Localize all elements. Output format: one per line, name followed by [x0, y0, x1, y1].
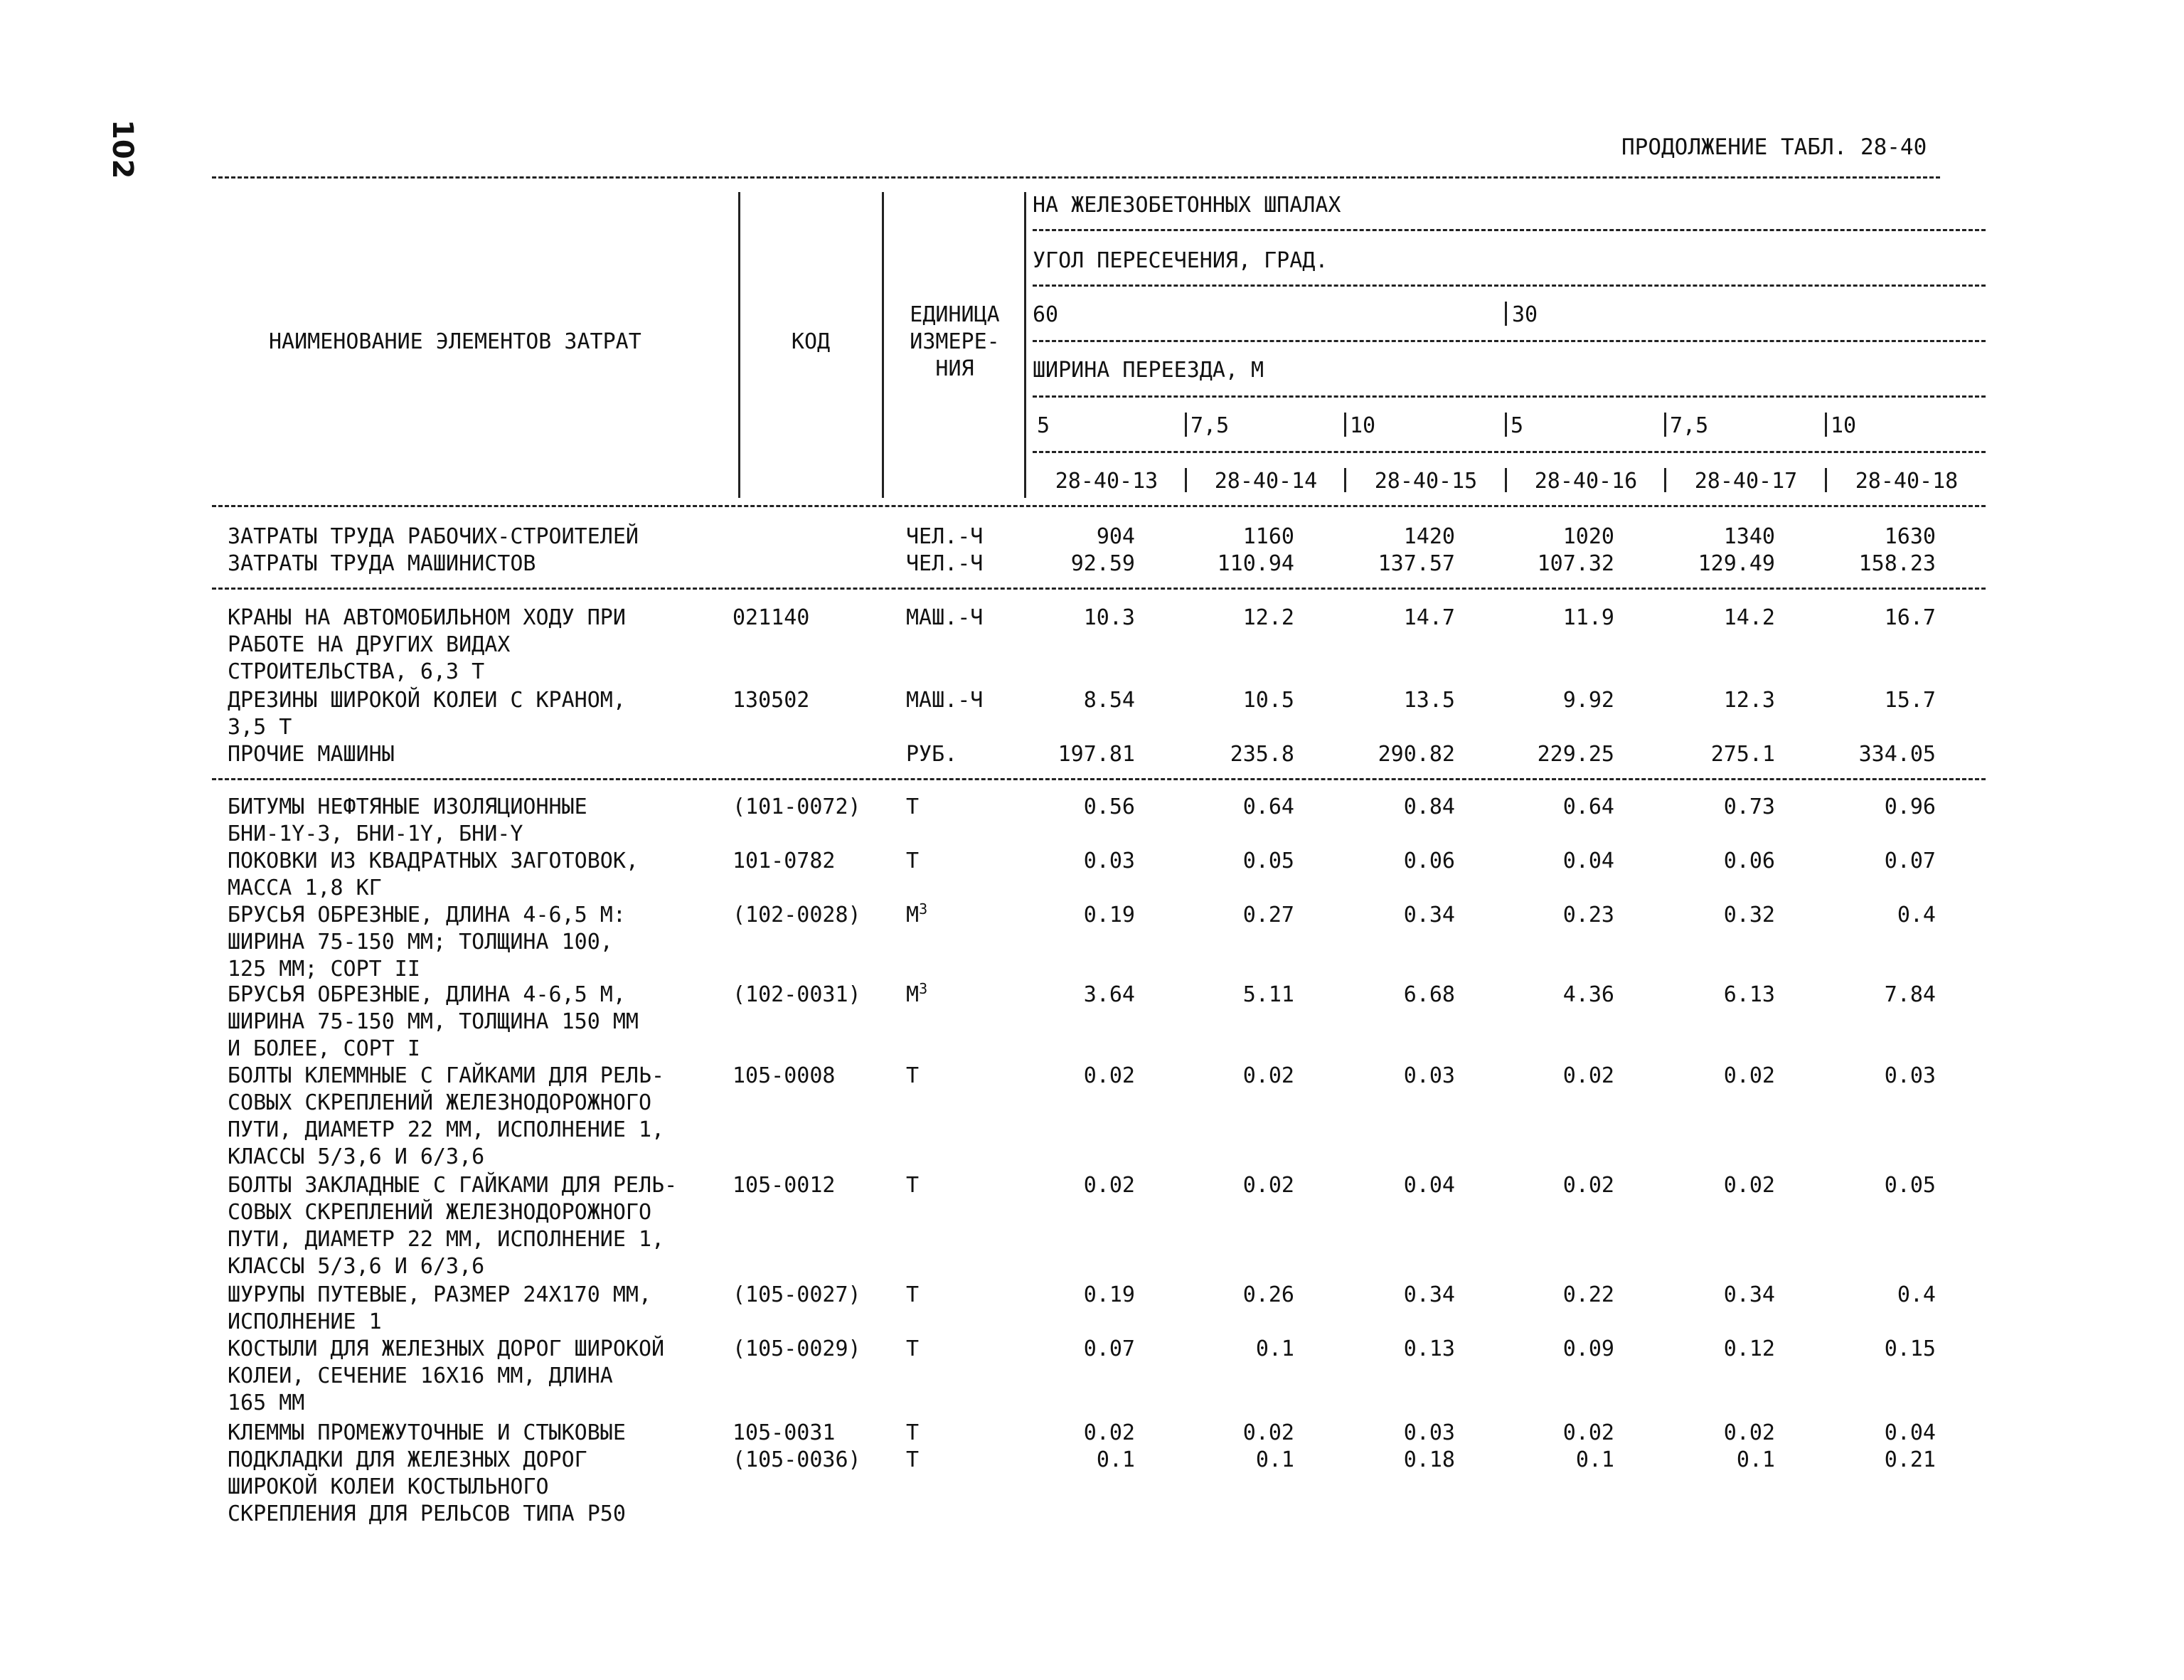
- row-name-line: ПОКОВКИ ИЗ КВАДРАТНЫХ ЗАГОТОВОК,: [228, 849, 639, 873]
- row-value: 0.56: [1083, 794, 1135, 819]
- width-divider: [1344, 413, 1346, 437]
- row-value: 6.13: [1723, 982, 1775, 1007]
- row-value: 12.2: [1242, 605, 1294, 630]
- row-value: 0.1: [1255, 1447, 1294, 1472]
- row-value: 1340: [1723, 524, 1775, 549]
- row-unit: $М^3$: [906, 980, 928, 1007]
- width-value: 5: [1511, 413, 1524, 438]
- row-name-line: ИСПОЛНЕНИЕ 1: [228, 1309, 382, 1334]
- row-name-line: ЗАТРАТЫ ТРУДА РАБОЧИХ-СТРОИТЕЛЕЙ: [228, 524, 639, 549]
- code-divider: [1344, 468, 1346, 492]
- row-unit: Т: [906, 1447, 920, 1472]
- row-value: 10.3: [1083, 605, 1135, 630]
- row-value: 0.02: [1242, 1063, 1294, 1088]
- row-value: 0.05: [1884, 1173, 1936, 1198]
- row-value: 0.1: [1575, 1447, 1614, 1472]
- row-name-line: БРУСЬЯ ОБРЕЗНЫЕ, ДЛИНА 4-6,5 М,: [228, 982, 626, 1007]
- row-value: 0.34: [1403, 1282, 1455, 1307]
- row-value: 0.22: [1562, 1282, 1614, 1307]
- header-code: КОД: [791, 329, 831, 354]
- column-code: 28-40-14: [1214, 469, 1318, 494]
- row-value: 0.04: [1403, 1173, 1455, 1198]
- row-name-line: И БОЛЕЕ, СОРТ I: [228, 1036, 420, 1061]
- row-value: 137.57: [1378, 551, 1455, 576]
- header-rule-4: [1033, 395, 1986, 398]
- row-unit: Т: [906, 1173, 920, 1198]
- row-code: 105-0012: [733, 1173, 836, 1198]
- row-value: 0.64: [1562, 794, 1614, 819]
- row-value: 92.59: [1070, 551, 1135, 576]
- row-code: 130502: [733, 688, 810, 713]
- row-value: 0.02: [1242, 1173, 1294, 1198]
- row-name-line: ШИРИНА 75-150 ММ, ТОЛЩИНА 150 ММ: [228, 1009, 639, 1034]
- row-value: 0.1: [1736, 1447, 1775, 1472]
- row-value: 7.84: [1884, 982, 1936, 1007]
- row-value: 0.02: [1083, 1063, 1135, 1088]
- table-caption: ПРОДОЛЖЕНИЕ ТАБЛ. 28-40: [1621, 134, 1927, 160]
- row-code: (102-0031): [733, 982, 861, 1007]
- row-name-line: БОЛТЫ ЗАКЛАДНЫЕ С ГАЙКАМИ ДЛЯ РЕЛЬ-: [228, 1173, 678, 1198]
- header-divider-values: [1024, 192, 1026, 498]
- row-unit: МАШ.-Ч: [906, 605, 984, 630]
- row-name-line: МАССА 1,8 КГ: [228, 876, 382, 900]
- row-code: (101-0072): [733, 794, 861, 819]
- row-name-line: ШУРУПЫ ПУТЕВЫЕ, РАЗМЕР 24Х170 ММ,: [228, 1282, 652, 1307]
- row-name-line: БРУСЬЯ ОБРЕЗНЫЕ, ДЛИНА 4-6,5 М:: [228, 903, 626, 927]
- row-value: 10.5: [1242, 688, 1294, 713]
- header-unit-2: ИЗМЕРЕ-: [910, 329, 1000, 354]
- row-unit: ЧЕЛ.-Ч: [906, 551, 984, 576]
- row-value: 0.19: [1083, 1282, 1135, 1307]
- row-value: 0.06: [1403, 849, 1455, 873]
- row-value: 0.21: [1884, 1447, 1936, 1472]
- row-value: 158.23: [1858, 551, 1936, 576]
- row-value: 1160: [1242, 524, 1294, 549]
- row-unit: Т: [906, 1063, 920, 1088]
- column-code: 28-40-16: [1534, 469, 1638, 494]
- row-unit: Т: [906, 1420, 920, 1445]
- row-name-line: ДРЕЗИНЫ ШИРОКОЙ КОЛЕИ С КРАНОМ,: [228, 688, 626, 713]
- row-value: 0.02: [1083, 1173, 1135, 1198]
- row-name-line: КОЛЕИ, СЕЧЕНИЕ 16Х16 ММ, ДЛИНА: [228, 1363, 613, 1388]
- section-divider: [212, 588, 1986, 590]
- row-name-line: СОВЫХ СКРЕПЛЕНИЙ ЖЕЛЕЗНОДОРОЖНОГО: [228, 1200, 652, 1225]
- row-value: 16.7: [1884, 605, 1936, 630]
- header-top-rule: [212, 176, 1940, 179]
- row-code: (105-0029): [733, 1336, 861, 1361]
- row-unit: Т: [906, 1336, 920, 1361]
- row-value: 0.26: [1242, 1282, 1294, 1307]
- row-code: (105-0036): [733, 1447, 861, 1472]
- row-value: 290.82: [1378, 742, 1455, 767]
- row-value: 3.64: [1083, 982, 1135, 1007]
- row-code: 021140: [733, 605, 810, 630]
- row-name-line: КЛАССЫ 5/3,6 И 6/3,6: [228, 1144, 485, 1169]
- row-value: 9.92: [1562, 688, 1614, 713]
- row-value: 229.25: [1537, 742, 1614, 767]
- row-value: 0.06: [1723, 849, 1775, 873]
- row-unit: РУБ.: [906, 742, 958, 767]
- width-divider: [1185, 413, 1187, 437]
- width-divider: [1825, 413, 1827, 437]
- row-value: 0.64: [1242, 794, 1294, 819]
- row-name-line: БНИ-1Y-3, БНИ-1Y, БНИ-Y: [228, 822, 523, 846]
- row-value: 0.02: [1723, 1173, 1775, 1198]
- row-value: 129.49: [1698, 551, 1775, 576]
- row-value: 0.02: [1723, 1420, 1775, 1445]
- header-name: НАИМЕНОВАНИЕ ЭЛЕМЕНТОВ ЗАТРАТ: [269, 329, 641, 354]
- row-value: 0.03: [1403, 1063, 1455, 1088]
- row-value: 110.94: [1217, 551, 1294, 576]
- header-angle: УГОЛ ПЕРЕСЕЧЕНИЯ, ГРАД.: [1033, 248, 1328, 273]
- header-rule-3: [1033, 340, 1986, 342]
- width-divider: [1664, 413, 1666, 437]
- row-value: 14.7: [1403, 605, 1455, 630]
- column-code: 28-40-15: [1374, 469, 1478, 494]
- row-code: 101-0782: [733, 849, 836, 873]
- row-value: 11.9: [1562, 605, 1614, 630]
- row-name-line: 165 ММ: [228, 1391, 305, 1415]
- row-value: 0.18: [1403, 1447, 1455, 1472]
- row-value: 0.4: [1897, 1282, 1936, 1307]
- row-value: 0.73: [1723, 794, 1775, 819]
- width-value: 5: [1037, 413, 1050, 438]
- row-code: (105-0027): [733, 1282, 861, 1307]
- row-name-line: КОСТЫЛИ ДЛЯ ЖЕЛЕЗНЫХ ДОРОГ ШИРОКОЙ: [228, 1336, 665, 1361]
- row-name-line: КЛАССЫ 5/3,6 И 6/3,6: [228, 1254, 485, 1279]
- row-code: (102-0028): [733, 903, 861, 927]
- row-value: 0.84: [1403, 794, 1455, 819]
- header-angle-60: 60: [1033, 302, 1059, 327]
- row-value: 0.02: [1562, 1063, 1614, 1088]
- row-unit: $М^3$: [906, 900, 928, 927]
- section-divider: [212, 778, 1986, 780]
- row-value: 0.1: [1096, 1447, 1135, 1472]
- header-bottom-rule: [212, 505, 1986, 507]
- row-value: 235.8: [1230, 742, 1294, 767]
- row-name-line: ПУТИ, ДИАМЕТР 22 ММ, ИСПОЛНЕНИЕ 1,: [228, 1117, 665, 1142]
- row-name-line: БИТУМЫ НЕФТЯНЫЕ ИЗОЛЯЦИОННЫЕ: [228, 794, 587, 819]
- row-value: 0.05: [1242, 849, 1294, 873]
- header-sleepers: НА ЖЕЛЕЗОБЕТОННЫХ ШПАЛАХ: [1033, 193, 1341, 218]
- row-unit: Т: [906, 794, 920, 819]
- row-name-line: 3,5 Т: [228, 715, 292, 740]
- row-code: 105-0031: [733, 1420, 836, 1445]
- row-value: 0.04: [1884, 1420, 1936, 1445]
- row-name-line: 125 ММ; СОРТ II: [228, 957, 420, 982]
- row-value: 107.32: [1537, 551, 1614, 576]
- width-value: 10: [1831, 413, 1857, 438]
- row-value: 15.7: [1884, 688, 1936, 713]
- row-value: 1020: [1562, 524, 1614, 549]
- row-value: 0.02: [1562, 1420, 1614, 1445]
- width-divider: [1505, 413, 1507, 437]
- row-name-line: ЗАТРАТЫ ТРУДА МАШИНИСТОВ: [228, 551, 536, 576]
- row-value: 0.03: [1884, 1063, 1936, 1088]
- row-value: 8.54: [1083, 688, 1135, 713]
- header-angle-30: 30: [1512, 302, 1538, 327]
- row-name-line: ПОДКЛАДКИ ДЛЯ ЖЕЛЕЗНЫХ ДОРОГ: [228, 1447, 587, 1472]
- row-name-line: БОЛТЫ КЛЕММНЫЕ С ГАЙКАМИ ДЛЯ РЕЛЬ-: [228, 1063, 665, 1088]
- header-width: ШИРИНА ПЕРЕЕЗДА, М: [1033, 358, 1264, 383]
- header-rule-2: [1033, 285, 1986, 287]
- row-name-line: КЛЕММЫ ПРОМЕЖУТОЧНЫЕ И СТЫКОВЫЕ: [228, 1420, 626, 1445]
- angle-divider: [1505, 302, 1507, 326]
- row-unit: Т: [906, 849, 920, 873]
- row-value: 0.34: [1403, 903, 1455, 927]
- code-divider: [1825, 468, 1827, 492]
- row-value: 14.2: [1723, 605, 1775, 630]
- row-value: 0.02: [1242, 1420, 1294, 1445]
- row-name-line: ШИРИНА 75-150 ММ; ТОЛЩИНА 100,: [228, 930, 613, 955]
- row-value: 197.81: [1058, 742, 1135, 767]
- row-value: 0.07: [1884, 849, 1936, 873]
- header-rule-5: [1033, 451, 1986, 453]
- header-divider-code: [738, 192, 740, 498]
- row-code: 105-0008: [733, 1063, 836, 1088]
- row-value: 904: [1096, 524, 1135, 549]
- row-value: 0.1: [1255, 1336, 1294, 1361]
- column-code: 28-40-17: [1694, 469, 1798, 494]
- row-name-line: ПРОЧИЕ МАШИНЫ: [228, 742, 395, 767]
- row-value: 13.5: [1403, 688, 1455, 713]
- row-name-line: ШИРОКОЙ КОЛЕИ КОСТЫЛЬНОГО: [228, 1474, 549, 1499]
- row-value: 0.02: [1723, 1063, 1775, 1088]
- column-code: 28-40-18: [1855, 469, 1959, 494]
- header-unit-1: ЕДИНИЦА: [910, 302, 1000, 327]
- row-unit: МАШ.-Ч: [906, 688, 984, 713]
- row-name-line: КРАНЫ НА АВТОМОБИЛЬНОМ ХОДУ ПРИ: [228, 605, 626, 630]
- row-name-line: СОВЫХ СКРЕПЛЕНИЙ ЖЕЛЕЗНОДОРОЖНОГО: [228, 1090, 652, 1115]
- code-divider: [1664, 468, 1666, 492]
- row-value: 0.02: [1562, 1173, 1614, 1198]
- header-unit-3: НИЯ: [935, 356, 974, 381]
- row-value: 0.04: [1562, 849, 1614, 873]
- row-value: 0.03: [1083, 849, 1135, 873]
- row-value: 12.3: [1723, 688, 1775, 713]
- row-unit: ЧЕЛ.-Ч: [906, 524, 984, 549]
- row-value: 0.03: [1403, 1420, 1455, 1445]
- row-value: 334.05: [1858, 742, 1936, 767]
- row-value: 0.34: [1723, 1282, 1775, 1307]
- row-value: 0.07: [1083, 1336, 1135, 1361]
- row-value: 0.12: [1723, 1336, 1775, 1361]
- row-name-line: СТРОИТЕЛЬСТВА, 6,3 Т: [228, 659, 485, 684]
- row-value: 0.15: [1884, 1336, 1936, 1361]
- row-value: 0.27: [1242, 903, 1294, 927]
- width-value: 10: [1350, 413, 1376, 438]
- row-value: 0.19: [1083, 903, 1135, 927]
- row-value: 0.23: [1562, 903, 1614, 927]
- column-code: 28-40-13: [1055, 469, 1158, 494]
- header-divider-unit: [882, 192, 884, 498]
- row-unit: Т: [906, 1282, 920, 1307]
- row-value: 4.36: [1562, 982, 1614, 1007]
- row-value: 1420: [1403, 524, 1455, 549]
- row-name-line: ПУТИ, ДИАМЕТР 22 ММ, ИСПОЛНЕНИЕ 1,: [228, 1227, 665, 1252]
- row-value: 275.1: [1710, 742, 1775, 767]
- row-name-line: РАБОТЕ НА ДРУГИХ ВИДАХ: [228, 632, 511, 657]
- header-rule-1: [1033, 229, 1986, 231]
- width-value: 7,5: [1190, 413, 1230, 438]
- row-value: 0.02: [1083, 1420, 1135, 1445]
- row-value: 0.96: [1884, 794, 1936, 819]
- row-value: 5.11: [1242, 982, 1294, 1007]
- row-value: 0.13: [1403, 1336, 1455, 1361]
- row-value: 6.68: [1403, 982, 1455, 1007]
- row-value: 0.09: [1562, 1336, 1614, 1361]
- page-number: 102: [106, 119, 139, 179]
- code-divider: [1185, 468, 1187, 492]
- code-divider: [1505, 468, 1507, 492]
- row-name-line: СКРЕПЛЕНИЯ ДЛЯ РЕЛЬСОВ ТИПА Р50: [228, 1501, 626, 1526]
- row-value: 0.32: [1723, 903, 1775, 927]
- width-value: 7,5: [1670, 413, 1709, 438]
- row-value: 1630: [1884, 524, 1936, 549]
- row-value: 0.4: [1897, 903, 1936, 927]
